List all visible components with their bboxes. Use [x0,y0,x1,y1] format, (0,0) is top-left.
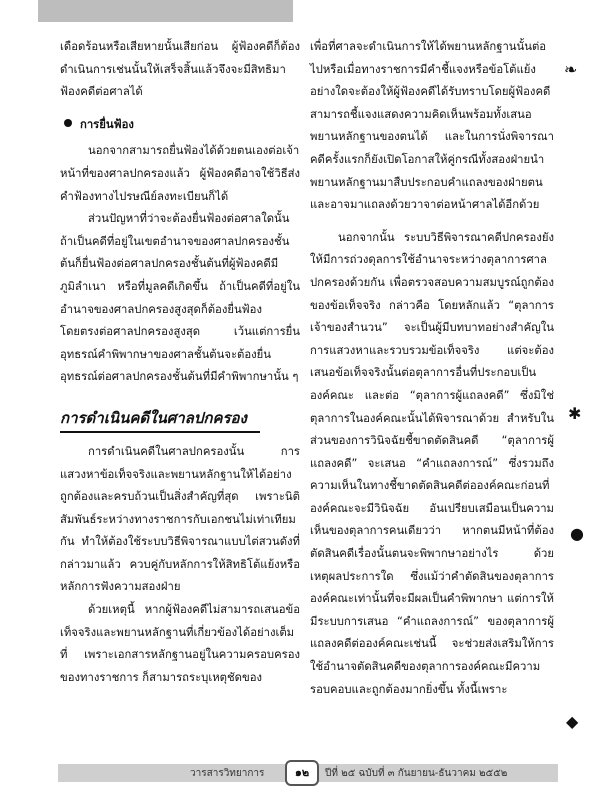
scan-blot-mark: ❧ [564,60,578,79]
page-number: ๑๒ [285,760,319,786]
left-paragraph-2: นอกจากสามารถยื่นฟ้องได้ด้วยตนเองต่อเจ้าหน้าที่ของศาลปกครองแล้ว ผู้ฟ้องคดีอาจใช้วิธีส่งคำฟ้องทางไปรษณีย์ลงทะเบียนก็ได้ [60,144,300,203]
right-paragraph-2: นอกจากนั้น ระบบวิธีพิจารณาคดีปกครองยังให้มีการถ่วงดุลการใช้อำนาจระหว่างตุลาการศาลปกครองด้วยกัน เพื่อตรวจสอบความสมบูรณ์ถูกต้องของข้อเท็จจริง กล่าวคือ โดยหลักแล้ว “ตุลาการเจ้าของสำนวน” จะเป็นผู้มีบทบาทอย่างสำคัญในการแสวงหาและรวบรวมข้อเท็จจริง แต่จะต้องเสนอข้อเท็จจริงนั้นต่อตุลาการอื่นที่ประกอบเป็นองค์คณะ และต่อ “ตุลาการผู้แถลงคดี” ซึ่งมิใช่ตุลาการในองค์คณะนั้นได้พิจารณาด้วย สำหรับในส่วนของการวินิจฉัยชี้ขาดตัดสินคดี “ตุลาการผู้แถลงคดี” จะเสนอ “คำแถลงการณ์” ซึ่งรวมถึงความเห็นในทางชี้ขาดตัดสินคดีต่อองค์คณะก่อนที่องค์คณะจะมีวินิจฉัย อันเปรียบเสมือนเป็นความเห็นของตุลาการคนเดียวว่า หากตนมีหน้าที่ต้องตัดสินคดีเรื่องนั้นตนจะพิพากษาอย่างไร ด้วยเหตุผลประการใด ซึ่งแม้ว่าคำตัดสินของตุลาการองค์คณะเท่านั้นที่จะมีผลเป็นคำพิพากษา แต่การให้มีระบบการเสนอ “คำแถลงการณ์” ของตุลาการผู้แถลงคดีต่อองค์คณะเช่นนี้ จะช่วยส่งเสริมให้การใช้อำนาจตัดสินคดีของตุลาการองค์คณะมีความรอบคอบและถูกต้องมากยิ่งขึ้น ทั้งนี้เพราะ [310,230,554,696]
footer-issue-info: ปีที่ ๒๕ ฉบับที่ ๓ กันยายน-ธันวาคม ๒๕๕๒ [325,768,508,779]
header-strip [38,0,293,22]
bullet-heading [60,114,300,137]
right-column [310,36,554,701]
scan-blot-mark: ✱ [568,404,582,423]
paragraph-gap [310,217,554,227]
left-paragraph-5: ด้วยเหตุนี้ หากผู้ฟ้องคดีไม่สามารถเสนอข้อเท็จจริงและพยานหลักฐานที่เกี่ยวข้องได้อย่างเต็มที่ เพราะเอกสารหลักฐานอยู่ในความครอบครองของทางราชการ ก็สามารถระบุเหตุชัดของ [60,603,300,684]
bullet-dot-icon [64,119,72,127]
left-column [60,36,300,689]
section-title: การดำเนินคดีในศาลปกครอง [60,407,260,433]
left-paragraph-3: ส่วนปัญหาที่ว่าจะต้องยื่นฟ้องต่อศาลใดนั้น ถ้าเป็นคดีที่อยู่ในเขตอำนาจของศาลปกครองชั้นต้นก็ยื่นฟ้องต่อศาลปกครองชั้นต้นที่ผู้ฟ้องคดีมีภูมิลำเนา หรือที่มูลคดีเกิดขึ้น ถ้าเป็นคดีที่อยู่ในอำนาจของศาลปกครองสูงสุดก็ต้องยื่นฟ้องโดยตรงต่อศาลปกครองสูงสุด เว้นแต่การยื่นอุทธรณ์คำพิพากษาของศาลชั้นต้นจะต้องยื่นอุทธรณ์ต่อศาลปกครองชั้นต้นที่มีคำพิพากษานั้น ๆ [60,212,300,384]
right-paragraph-1: เพื่อที่ศาลจะดำเนินการให้ได้พยานหลักฐานนั้นต่อไปหรือเมื่อทางราชการมีคำชี้แจงหรือข้อโต้แย้งอย่างใดจะต้องให้ผู้ฟ้องคดีได้รับทราบโดยผู้ฟ้องคดีสามารถชี้แจงแสดงความคิดเห็นพร้อมทั้งเสนอพยานหลักฐานของตนได้ และในการนั่งพิจารณาคดีครั้งแรกก็ยังเปิดโอกาสให้คู่กรณีทั้งสองฝ่ายนำพยานหลักฐานมาสืบประกอบคำแถลงของฝ่ายตน และอาจมาแถลงด้วยวาจาต่อหน้าศาลได้อีกด้วย [310,40,554,212]
footer-journal-name: วารสารวิทยาการ [190,768,265,779]
scan-blot-mark: ◆ [566,712,579,731]
bullet-heading-text: การยื่นฟ้อง [80,117,134,131]
scan-blot-mark: ● [570,524,584,543]
left-paragraph-1: เดือดร้อนหรือเสียหายนั้นเสียก่อน ผู้ฟ้องคดีก็ต้องดำเนินการเช่นนั้นให้เสร็จสิ้นแล้วจึงจะมีสิทธิมาฟ้องคดีต่อศาลได้ [60,40,300,99]
left-paragraph-4: การดำเนินคดีในศาลปกครองนั้น การแสวงหาข้อเท็จจริงและพยานหลักฐานให้ได้อย่างถูกต้องและครบถ้วนเป็นสิ่งสำคัญที่สุด เพราะนิติสัมพันธ์ระหว่างทางราชการกับเอกชนไม่เท่าเทียมกัน ทำให้ต้องใช้ระบบวิธีพิจารณาแบบไต่สวนดังที่กล่าวมาแล้ว ควบคู่กับหลักการให้สิทธิโต้แย้งหรือหลักการฟังความสองฝ่าย [60,444,300,594]
page-footer [0,752,612,792]
